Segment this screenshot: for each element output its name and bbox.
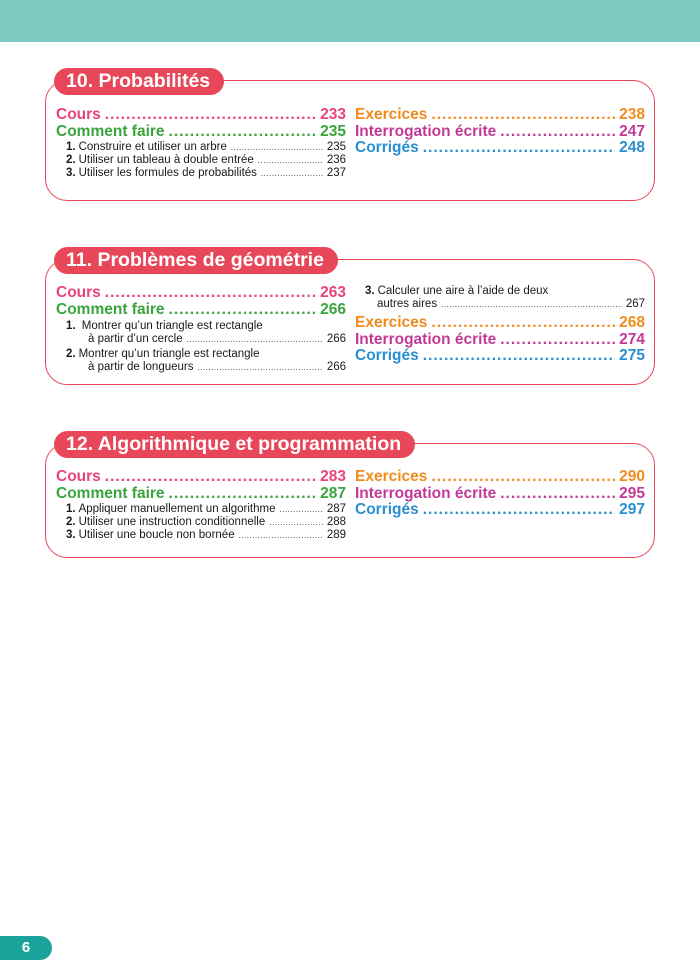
section-geometrie <box>45 249 655 385</box>
toc-entry-cours[interactable]: Cours ..... 283 <box>56 469 346 486</box>
toc-subentry[interactable]: 1. Construire et utiliser un arbre ..... 235 <box>56 141 346 154</box>
page-number-badge: 6 <box>0 936 52 960</box>
right-column <box>355 107 645 157</box>
toc-entry-comment-faire[interactable]: Comment faire ..... 235 <box>56 124 346 141</box>
section-probabilites <box>45 70 655 201</box>
toc-entry-exercices[interactable]: Exercices ..... 290 <box>355 469 645 486</box>
toc-entry-interrogation[interactable]: Interrogation écrite ..... 274 <box>355 332 645 349</box>
toc-entry-cours[interactable]: Cours ..... 233 <box>56 107 346 124</box>
toc-entry-comment-faire[interactable]: Comment faire ..... 287 <box>56 486 346 503</box>
right-column <box>355 469 645 519</box>
left-column <box>56 107 346 180</box>
toc-subentry[interactable]: 2. Utiliser un tableau à double entrée ..... 236 <box>56 154 346 167</box>
section-title[interactable]: 12. Algorithmique et programmation <box>54 431 415 458</box>
toc-subentry[interactable]: 3. Calculer une aire à l’aide de deux autres aires ..... 267 <box>355 285 645 311</box>
toc-entry-exercices[interactable]: Exercices ..... 268 <box>355 315 645 332</box>
section-algorithmique <box>45 433 655 558</box>
toc-subentry[interactable]: 1. Montrer qu’un triangle est rectangle à partir d’un cercle ..... 266 <box>56 320 346 346</box>
section-title[interactable]: 11. Problèmes de géométrie <box>54 247 338 274</box>
right-column <box>355 285 645 365</box>
left-column <box>56 469 346 542</box>
top-color-band <box>0 0 700 42</box>
toc-entry-interrogation[interactable]: Interrogation écrite ..... 247 <box>355 124 645 141</box>
toc-entry-cours[interactable]: Cours ..... 263 <box>56 285 346 302</box>
toc-subentry[interactable]: 3. Utiliser une boucle non bornée ..... 289 <box>56 529 346 542</box>
toc-entry-corriges[interactable]: Corrigés ..... 275 <box>355 348 645 365</box>
toc-subentry[interactable]: 3. Utiliser les formules de probabilités ..... 237 <box>56 167 346 180</box>
toc-entry-exercices[interactable]: Exercices ..... 238 <box>355 107 645 124</box>
toc-entry-comment-faire[interactable]: Comment faire ..... 266 <box>56 302 346 319</box>
toc-entry-interrogation[interactable]: Interrogation écrite ..... 295 <box>355 486 645 503</box>
toc-subentry[interactable]: 2. Utiliser une instruction conditionnelle ..... 288 <box>56 516 346 529</box>
left-column <box>56 285 346 374</box>
toc-entry-corriges[interactable]: Corrigés ..... 297 <box>355 502 645 519</box>
toc-subentry[interactable]: 2. Montrer qu’un triangle est rectangle à partir de longueurs ..... 266 <box>56 348 346 374</box>
section-title[interactable]: 10. Probabilités <box>54 68 224 95</box>
toc-subentry[interactable]: 1. Appliquer manuellement un algorithme ..... 287 <box>56 503 346 516</box>
toc-entry-corriges[interactable]: Corrigés ..... 248 <box>355 140 645 157</box>
